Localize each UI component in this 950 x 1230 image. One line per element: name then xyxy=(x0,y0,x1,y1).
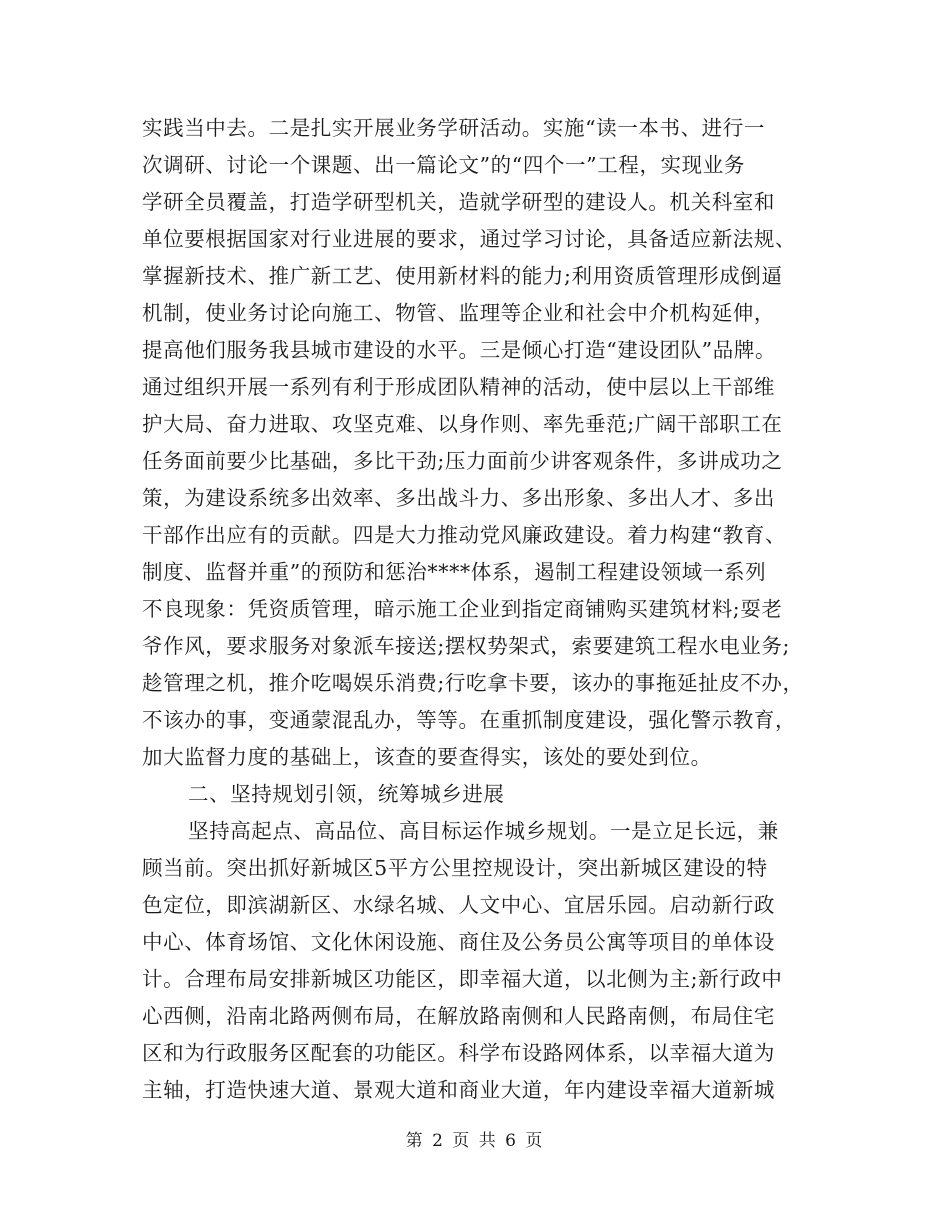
body-line: 主轴，打造快速大道、景观大道和商业大道，年内建设幸福大道新城 xyxy=(142,1078,775,1102)
body-line: 趁管理之机，推介吃喝娱乐消费;行吃拿卡要，该办的事拖延扯皮不办， xyxy=(142,671,804,695)
body-line: 任务面前要少比基础，多比干劲;压力面前少讲客观条件，多讲成功之 xyxy=(142,449,783,473)
body-line: 实践当中去。二是扎实开展业务学研活动。实施“读一本书、进行一 xyxy=(142,116,765,140)
body-line: 策，为建设系统多出效率、多出战斗力、多出形象、多出人才、多出 xyxy=(142,486,775,510)
body-line: 坚持高起点、高品位、高目标运作城乡规划。一是立足长远，兼 xyxy=(188,819,779,843)
body-line: 干部作出应有的贡献。四是大力推动党风廉政建设。着力构建“教育、 xyxy=(142,523,787,547)
section-heading: 二、坚持规划引领，统筹城乡进展 xyxy=(188,782,505,806)
body-line: 掌握新技术、推广新工艺、使用新材料的能力;利用资质管理形成倒逼 xyxy=(142,264,783,288)
body-line: 中心、体育场馆、文化休闲设施、商住及公务员公寓等项目的单体设 xyxy=(142,930,775,954)
body-line: 次调研、讨论一个课题、出一篇论文”的“四个一”工程，实现业务 xyxy=(142,153,745,177)
body-line: 区和为行政服务区配套的功能区。科学布设路网体系，以幸福大道为 xyxy=(142,1041,775,1065)
body-line: 机制，使业务讨论向施工、物管、监理等企业和社会中介机构延伸， xyxy=(142,301,775,325)
body-line: 学研全员覆盖，打造学研型机关，造就学研型的建设人。机关科室和 xyxy=(142,190,775,214)
body-line: 提高他们服务我县城市建设的水平。三是倾心打造“建设团队”品牌。 xyxy=(142,338,777,362)
body-line: 护大局、奋力进取、攻坚克难、以身作则、率先垂范;广阔干部职工在 xyxy=(142,412,783,436)
body-line: 爷作风，要求服务对象派车接送;摆权势架式，索要建筑工程水电业务; xyxy=(142,634,791,658)
body-line: 计。合理布局安排新城区功能区，即幸福大道，以北侧为主;新行政中 xyxy=(142,967,783,991)
body-line: 通过组织开展一系列有利于形成团队精神的活动，使中层以上干部维 xyxy=(142,375,775,399)
body-line: 顾当前。突出抓好新城区5平方公里控规设计，突出新城区建设的特 xyxy=(142,856,768,880)
body-line: 不良现象：凭资质管理，暗示施工企业到指定商铺购买建筑材料;耍老 xyxy=(142,597,783,621)
page-footer: 第 2 页 共 6 页 xyxy=(405,1131,545,1151)
body-line: 加大监督力度的基础上，该查的要查得实，该处的要处到位。 xyxy=(142,745,712,769)
body-line: 单位要根据国家对行业进展的要求，通过学习讨论，具备适应新法规、 xyxy=(142,227,797,251)
body-line: 制度、监督并重”的预防和惩治****体系，遏制工程建设领域一系列 xyxy=(142,560,767,584)
body-line: 色定位，即滨湖新区、水绿名城、人文中心、宜居乐园。启动新行政 xyxy=(142,893,775,917)
body-line: 心西侧，沿南北路两侧布局，在解放路南侧和人民路南侧，布局住宅 xyxy=(142,1004,775,1028)
body-line: 不该办的事，变通蒙混乱办，等等。在重抓制度建设，强化警示教育， xyxy=(142,708,797,732)
